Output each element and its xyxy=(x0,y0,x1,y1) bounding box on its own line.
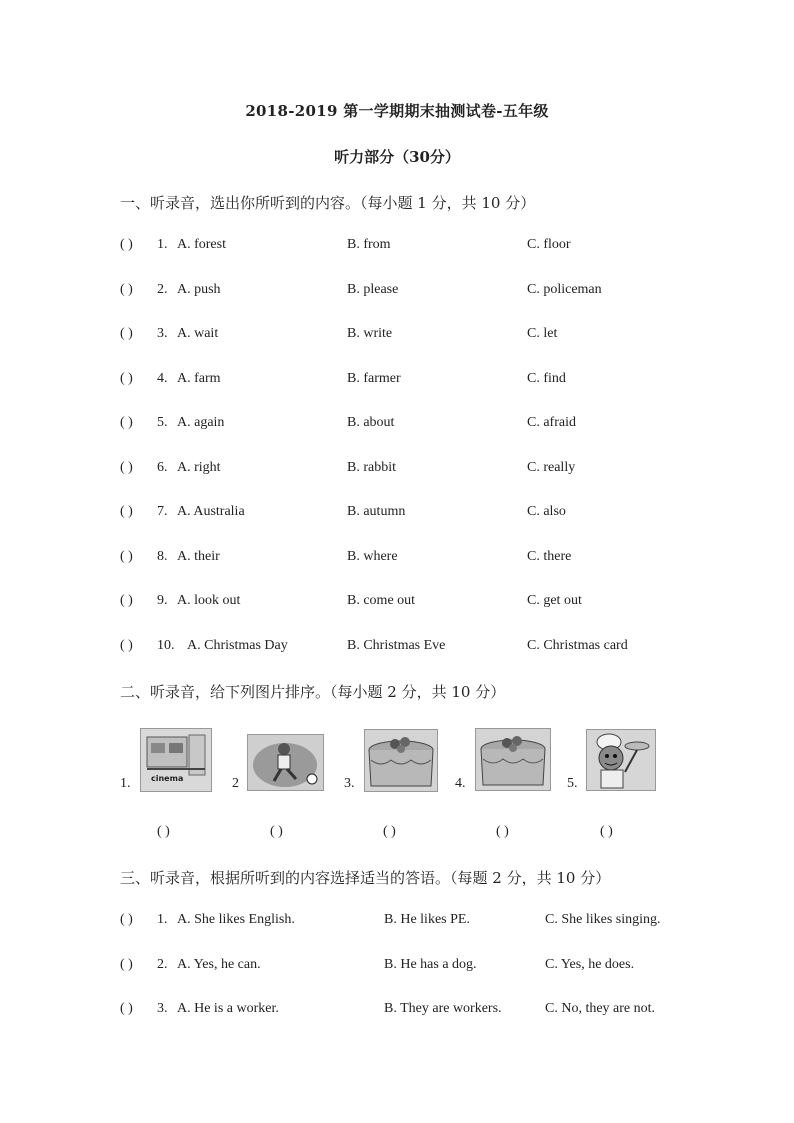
order-answer-blank[interactable]: ( ) xyxy=(383,824,396,839)
question-number: 5. xyxy=(157,415,168,430)
order-answer-blank[interactable]: ( ) xyxy=(270,824,283,839)
option-b: B. He has a dog. xyxy=(384,957,477,972)
picture-label: 4. xyxy=(455,776,466,791)
answer-blank[interactable]: ( ) xyxy=(120,237,133,252)
question-number: 7. xyxy=(157,504,168,519)
option-c: C. really xyxy=(527,460,576,475)
option-b: B. write xyxy=(347,326,393,341)
question-number: 3. xyxy=(157,1001,168,1016)
option-b: B. about xyxy=(347,415,395,430)
order-answer-blank[interactable]: ( ) xyxy=(157,824,170,839)
question-number: 8. xyxy=(157,549,168,564)
option-b: B. where xyxy=(347,549,398,564)
option-c: C. She likes singing. xyxy=(545,912,661,927)
question-row xyxy=(120,371,720,391)
option-b: B. He likes PE. xyxy=(384,912,470,927)
answer-blank[interactable]: ( ) xyxy=(120,912,133,927)
answer-blank[interactable]: ( ) xyxy=(120,460,133,475)
picture-label: 2 xyxy=(232,776,239,791)
question-number: 1. xyxy=(157,912,168,927)
option-c: C. afraid xyxy=(527,415,576,430)
answer-blank[interactable]: ( ) xyxy=(120,593,133,608)
section3-heading: 三、听录音，根据所听到的内容选择适当的答语。（每题 2 分，共 10 分） xyxy=(120,869,611,887)
option-a: A. right xyxy=(177,460,221,475)
dinner-table-icon xyxy=(364,729,438,792)
answer-blank[interactable]: ( ) xyxy=(120,282,133,297)
dinner-table-icon xyxy=(475,728,551,791)
option-b: B. farmer xyxy=(347,371,401,386)
option-a: A. She likes English. xyxy=(177,912,295,927)
option-c: C. Christmas card xyxy=(527,638,628,653)
answer-blank[interactable]: ( ) xyxy=(120,638,133,653)
picture-label: 1. xyxy=(120,776,131,791)
option-a: A. Christmas Day xyxy=(187,638,288,653)
option-b: B. Christmas Eve xyxy=(347,638,446,653)
page-subtitle: 听力部分（30分） xyxy=(334,148,460,166)
option-b: B. please xyxy=(347,282,399,297)
question-number: 9. xyxy=(157,593,168,608)
answer-blank[interactable]: ( ) xyxy=(120,504,133,519)
option-a: A. farm xyxy=(177,371,221,386)
answer-blank[interactable]: ( ) xyxy=(120,326,133,341)
section1-heading: 一、听录音，选出你所听到的内容。（每小题 1 分，共 10 分） xyxy=(120,194,536,212)
option-b: B. from xyxy=(347,237,391,252)
question-row xyxy=(120,638,720,658)
page-title: 2018-2019 第一学期期末抽测试卷-五年级 xyxy=(245,102,549,120)
question-row xyxy=(120,326,720,346)
option-b: B. come out xyxy=(347,593,416,608)
option-c: C. policeman xyxy=(527,282,602,297)
option-c: C. let xyxy=(527,326,558,341)
order-answer-blank[interactable]: ( ) xyxy=(496,824,509,839)
question-row xyxy=(120,460,720,480)
picture-label: 5. xyxy=(567,776,578,791)
option-c: C. find xyxy=(527,371,566,386)
option-c: C. get out xyxy=(527,593,582,608)
option-c: C. floor xyxy=(527,237,571,252)
question-number: 2. xyxy=(157,957,168,972)
option-a: A. forest xyxy=(177,237,226,252)
question-row xyxy=(120,549,720,569)
option-a: A. again xyxy=(177,415,225,430)
option-a: A. push xyxy=(177,282,221,297)
option-c: C. also xyxy=(527,504,566,519)
option-b: B. They are workers. xyxy=(384,1001,502,1016)
order-answer-blank[interactable]: ( ) xyxy=(600,824,613,839)
question-row xyxy=(120,912,720,932)
question-row xyxy=(120,593,720,613)
question-number: 2. xyxy=(157,282,168,297)
question-row xyxy=(120,1001,720,1021)
question-number: 1. xyxy=(157,237,168,252)
chef-icon xyxy=(586,729,656,791)
answer-blank[interactable]: ( ) xyxy=(120,549,133,564)
option-a: A. wait xyxy=(177,326,219,341)
picture-label: 3. xyxy=(344,776,355,791)
question-number: 10. xyxy=(157,638,175,653)
question-number: 4. xyxy=(157,371,168,386)
question-row xyxy=(120,282,720,302)
section2-heading: 二、听录音，给下列图片排序。（每小题 2 分，共 10 分） xyxy=(120,683,506,701)
cinema-icon xyxy=(140,728,212,792)
question-row xyxy=(120,957,720,977)
cinema-caption: cinema xyxy=(151,774,184,783)
question-row xyxy=(120,415,720,435)
option-a: A. He is a worker. xyxy=(177,1001,279,1016)
answer-blank[interactable]: ( ) xyxy=(120,1001,133,1016)
option-c: C. Yes, he does. xyxy=(545,957,635,972)
option-c: C. No, they are not. xyxy=(545,1001,656,1016)
option-a: A. Australia xyxy=(177,504,245,519)
option-a: A. their xyxy=(177,549,220,564)
question-number: 3. xyxy=(157,326,168,341)
option-a: A. look out xyxy=(177,593,241,608)
question-number: 6. xyxy=(157,460,168,475)
option-a: A. Yes, he can. xyxy=(177,957,261,972)
option-b: B. autumn xyxy=(347,504,406,519)
answer-blank[interactable]: ( ) xyxy=(120,957,133,972)
football-player-icon xyxy=(247,734,324,791)
option-c: C. there xyxy=(527,549,572,564)
answer-blank[interactable]: ( ) xyxy=(120,371,133,386)
question-row xyxy=(120,504,720,524)
question-row xyxy=(120,237,720,257)
option-b: B. rabbit xyxy=(347,460,396,475)
answer-blank[interactable]: ( ) xyxy=(120,415,133,430)
